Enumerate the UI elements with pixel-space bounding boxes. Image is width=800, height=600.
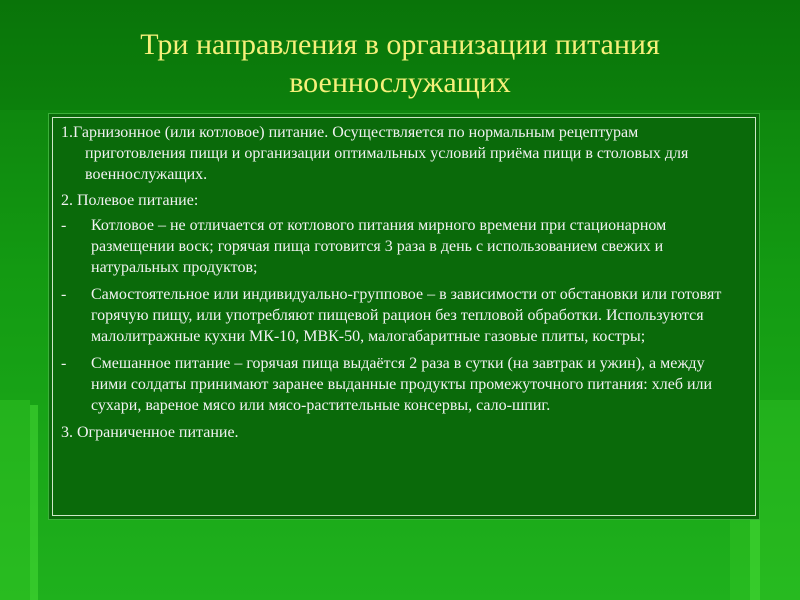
bullet-dash: - xyxy=(61,355,67,372)
item-field-nutrition-heading: 2. Полевое питание: xyxy=(61,192,199,209)
bullet-text-independent: Самостоятельное или индивидуально-групповое – в зависимости от обстановки или готовят горячую пищу, или употребляют пищевой рацион без тепловой обработки. Используются малолитражные кухни МК-10, МВК-50, малогабаритные газовые плиты, костры; xyxy=(91,286,722,345)
bullet-text-cauldron: Котловое – не отличается от котлового питания мирного времени при стационарном размещении воск; горячая пища готовится 3 раза в день с использованием свежих и натуральных продуктов; xyxy=(91,217,667,276)
slide-title xyxy=(0,26,800,102)
bullet-text-mixed: Смешанное питание – горячая пища выдаётся 2 раза в сутки (на завтрак и ужин), а между ними солдаты принимают заранее выданные продукты промежуточного питания: хлеб или сухари, вареное мясо или мясо-растительные консервы, сало-шпиг. xyxy=(91,355,713,414)
item-limited-nutrition: 3. Ограниченное питание. xyxy=(61,424,239,441)
item-garrison-nutrition: 1.Гарнизонное (или котловое) питание. Осуществляется по нормальным рецептурам приготовления пищи и организации оптимальных условий приёма пищи в столовых для военнослужащих. xyxy=(61,124,689,183)
background-stripe-left xyxy=(0,400,30,600)
bullet-dash: - xyxy=(61,217,67,234)
field-nutrition-list xyxy=(61,215,741,416)
list-item xyxy=(61,284,741,347)
list-item xyxy=(61,215,741,278)
bullet-dash: - xyxy=(61,286,67,303)
list-item xyxy=(61,353,741,416)
slide-title-line-2: военнослужащих xyxy=(289,66,511,99)
slide-title-line-1: Три направления в организации питания xyxy=(140,28,660,61)
content-box xyxy=(52,117,756,516)
background-stripe-left-thin xyxy=(30,405,38,600)
